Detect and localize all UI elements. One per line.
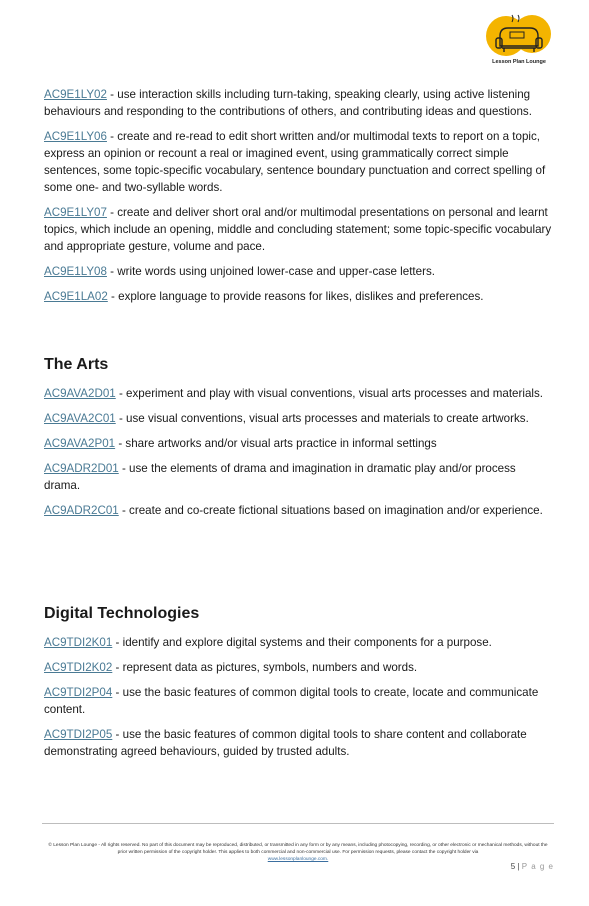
curriculum-description: - use the elements of drama and imagination in dramatic play and/or process drama. — [44, 462, 516, 492]
curriculum-code-link[interactable]: AC9E1LA02 — [44, 290, 108, 303]
footer-website-link[interactable]: www.lessonplanlounge.com. — [267, 857, 329, 862]
curriculum-item — [44, 288, 554, 305]
curriculum-description: - write words using unjoined lower-case and upper-case letters. — [106, 265, 435, 278]
curriculum-description: - explore language to provide reasons for likes, dislikes and preferences. — [107, 290, 484, 303]
curriculum-code-link[interactable]: AC9TDI2P04 — [44, 686, 113, 699]
curriculum-code-link[interactable]: AC9AVA2C01 — [44, 412, 116, 425]
curriculum-code-link[interactable]: AC9TDI2P05 — [44, 728, 113, 741]
curriculum-code-link[interactable]: AC9TDI2K02 — [44, 661, 113, 674]
curriculum-description: - experiment and play with visual conventions, visual arts processes and materials. — [115, 387, 543, 400]
page-label: P a g e — [521, 862, 554, 871]
curriculum-description: - represent data as pictures, symbols, numbers and words. — [112, 661, 418, 674]
curriculum-description: - use visual conventions, visual arts processes and materials to create artworks. — [115, 412, 529, 425]
curriculum-description: - create and deliver short oral and/or multimodal presentations on personal and learnt topics, which include an opening, middle and concluding statement; some topic-specific vocabulary and appropriate gesture, volume and pace. — [44, 206, 552, 253]
footer-copyright-text: © Lesson Plan Lounge - All rights reserved. No part of this document may be reproduced, distributed, or transmitted in any form or by any means, including photocopying, recording, or other electronic or mechanical methods, without the prior written permission of the copyright holder. This applies to both commercial and non-commercial use. For permission requests, please contact the copyright holder via — [48, 843, 548, 855]
curriculum-code-link[interactable]: AC9ADR2C01 — [44, 504, 119, 517]
curriculum-description: - create and re-read to edit short written and/or multimodal texts to report on a topic, express an opinion or recount a real or imagined event, using grammatically correct simple sentences, some topic-specific vocabulary, sentence boundary punctuation and correct spelling of some one- and two-syllable words. — [44, 130, 546, 194]
arts-section — [44, 385, 554, 527]
curriculum-item — [44, 263, 554, 280]
footer-copyright — [44, 842, 552, 863]
sofa-logo-icon — [484, 14, 554, 60]
curriculum-item — [44, 410, 554, 427]
page-number: 5 | P a g e — [510, 862, 554, 871]
curriculum-item — [44, 128, 554, 196]
curriculum-description: - use the basic features of common digital tools to create, locate and communicate content. — [44, 686, 539, 716]
english-section — [44, 86, 554, 313]
curriculum-item — [44, 659, 554, 676]
curriculum-code-link[interactable]: AC9E1LY08 — [44, 265, 107, 278]
footer-divider — [42, 823, 554, 824]
page-number-value: 5 — [510, 862, 516, 871]
curriculum-description: - identify and explore digital systems and their components for a purpose. — [112, 636, 492, 649]
logo — [484, 14, 554, 70]
curriculum-code-link[interactable]: AC9E1LY06 — [44, 130, 107, 143]
curriculum-code-link[interactable]: AC9AVA2D01 — [44, 387, 116, 400]
curriculum-item — [44, 502, 554, 519]
curriculum-item — [44, 86, 554, 120]
curriculum-item — [44, 385, 554, 402]
curriculum-description: - use the basic features of common digital tools to share content and collaborate demonstrating agreed behaviours, guided by trusted adults. — [44, 728, 527, 758]
curriculum-item — [44, 634, 554, 651]
curriculum-code-link[interactable]: AC9ADR2D01 — [44, 462, 119, 475]
curriculum-item — [44, 460, 554, 494]
curriculum-description: - use interaction skills including turn-taking, speaking clearly, using active listening behaviours and responding to the contributions of others, and contributing ideas and questions. — [44, 88, 532, 118]
logo-text: Lesson Plan Lounge — [492, 59, 546, 65]
curriculum-code-link[interactable]: AC9E1LY07 — [44, 206, 107, 219]
curriculum-code-link[interactable]: AC9AVA2P01 — [44, 437, 116, 450]
curriculum-item — [44, 435, 554, 452]
curriculum-code-link[interactable]: AC9E1LY02 — [44, 88, 107, 101]
curriculum-description: - create and co-create fictional situations based on imagination and/or experience. — [118, 504, 543, 517]
curriculum-item — [44, 684, 554, 718]
digital-section — [44, 634, 554, 768]
curriculum-item — [44, 726, 554, 760]
section-heading-the-arts: The Arts — [44, 356, 109, 373]
section-heading-digital-technologies: Digital Technologies — [44, 605, 200, 622]
curriculum-description: - share artworks and/or visual arts practice in informal settings — [115, 437, 437, 450]
curriculum-code-link[interactable]: AC9TDI2K01 — [44, 636, 113, 649]
curriculum-item — [44, 204, 554, 255]
